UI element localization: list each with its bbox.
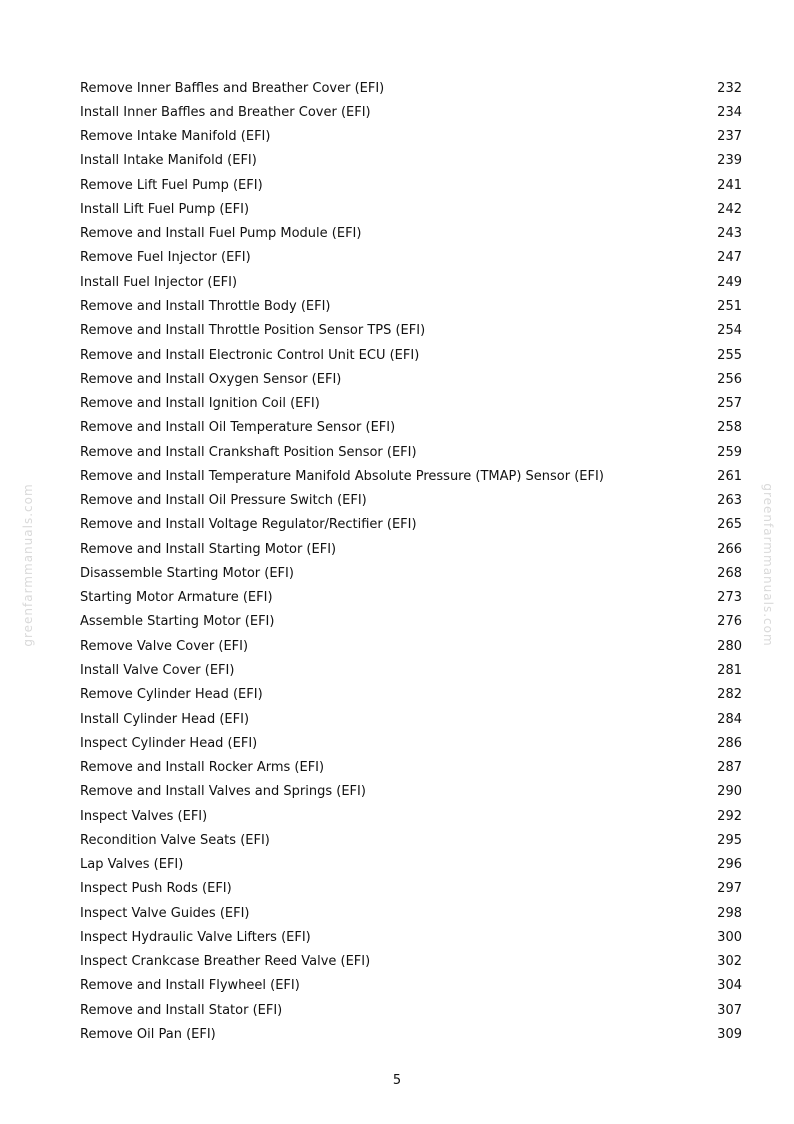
toc-entry-title: Recondition Valve Seats (EFI): [80, 832, 270, 848]
toc-entry-title: Remove and Install Crankshaft Position Sensor (EFI): [80, 444, 417, 460]
toc-entry-page: 254: [717, 323, 742, 339]
toc-entry-page: 255: [717, 347, 742, 363]
toc-entry[interactable]: [80, 950, 742, 974]
toc-entry-page: 266: [717, 541, 742, 557]
toc-entry-page: 268: [717, 565, 742, 581]
toc-entry[interactable]: [80, 634, 742, 658]
toc-entry-title: Assemble Starting Motor (EFI): [80, 614, 275, 630]
toc-entry[interactable]: [80, 464, 742, 488]
toc-entry-title: Inspect Crankcase Breather Reed Valve (EFI): [80, 954, 371, 970]
toc-entry[interactable]: [80, 149, 742, 173]
toc-entry-page: 234: [717, 104, 742, 120]
toc-entry-page: 251: [717, 299, 742, 315]
toc-entry[interactable]: [80, 877, 742, 901]
toc-entry-page: 265: [717, 517, 742, 533]
toc-entry-page: 302: [717, 954, 742, 970]
toc-entry[interactable]: [80, 343, 742, 367]
toc-entry[interactable]: [80, 780, 742, 804]
toc-entry-title: Remove Fuel Injector (EFI): [80, 250, 251, 266]
toc-entry-title: Disassemble Starting Motor (EFI): [80, 565, 294, 581]
toc-entry[interactable]: [80, 586, 742, 610]
toc-entry[interactable]: [80, 294, 742, 318]
page-number: 5: [392, 1073, 402, 1088]
toc-entry-title: Inspect Push Rods (EFI): [80, 881, 232, 897]
watermark-right: greenfarmmanuals.com: [761, 483, 775, 647]
toc-entry-page: 309: [717, 1026, 742, 1042]
toc-entry-title: Remove and Install Valves and Springs (EFI): [80, 784, 366, 800]
toc-entry-title: Remove and Install Oil Pressure Switch (EFI): [80, 493, 367, 509]
toc-entry[interactable]: [80, 125, 742, 149]
toc-entry[interactable]: [80, 246, 742, 270]
toc-entry-page: 273: [717, 590, 742, 606]
toc-entry-page: 276: [717, 614, 742, 630]
toc-entry-page: 280: [717, 638, 742, 654]
toc-entry-title: Remove and Install Throttle Position Sensor TPS (EFI): [80, 323, 426, 339]
toc-entry-title: Inspect Valves (EFI): [80, 808, 208, 824]
toc-entry-title: Remove and Install Stator (EFI): [80, 1002, 283, 1018]
toc-entry-page: 297: [717, 881, 742, 897]
toc-entry[interactable]: [80, 901, 742, 925]
toc-entry[interactable]: [80, 707, 742, 731]
toc-entry[interactable]: [80, 76, 742, 100]
toc-entry-page: 286: [717, 735, 742, 751]
toc-entry[interactable]: [80, 391, 742, 415]
toc-entry[interactable]: [80, 610, 742, 634]
toc-entry-page: 247: [717, 250, 742, 266]
toc-entry-title: Remove Intake Manifold (EFI): [80, 129, 271, 145]
toc-entry-title: Remove and Install Fuel Pump Module (EFI): [80, 226, 362, 242]
toc-entry-page: 232: [717, 80, 742, 96]
toc-entry-title: Inspect Valve Guides (EFI): [80, 905, 250, 921]
toc-entry[interactable]: [80, 683, 742, 707]
toc-entry-page: 256: [717, 371, 742, 387]
toc-entry-title: Remove Valve Cover (EFI): [80, 638, 249, 654]
toc-entry-page: 290: [717, 784, 742, 800]
toc-entry[interactable]: [80, 731, 742, 755]
toc-entry-title: Remove and Install Oxygen Sensor (EFI): [80, 371, 342, 387]
toc-entry[interactable]: [80, 537, 742, 561]
toc-entry[interactable]: [80, 1022, 742, 1046]
toc-entry[interactable]: [80, 513, 742, 537]
toc-entry-title: Remove Lift Fuel Pump (EFI): [80, 177, 263, 193]
toc-entry-page: 292: [717, 808, 742, 824]
toc-entry[interactable]: [80, 658, 742, 682]
table-of-contents: [80, 76, 742, 1047]
toc-entry-page: 249: [717, 274, 742, 290]
toc-entry[interactable]: [80, 828, 742, 852]
toc-entry[interactable]: [80, 319, 742, 343]
toc-entry-page: 258: [717, 420, 742, 436]
toc-entry-page: 263: [717, 493, 742, 509]
toc-entry-title: Lap Valves (EFI): [80, 857, 184, 873]
toc-entry[interactable]: [80, 853, 742, 877]
toc-entry-title: Remove Cylinder Head (EFI): [80, 687, 263, 703]
toc-entry-title: Install Cylinder Head (EFI): [80, 711, 250, 727]
toc-entry[interactable]: [80, 974, 742, 998]
toc-entry-page: 281: [717, 663, 742, 678]
toc-entry[interactable]: [80, 222, 742, 246]
toc-entry-page: 287: [717, 760, 742, 776]
toc-entry-title: Remove and Install Flywheel (EFI): [80, 978, 300, 994]
toc-entry[interactable]: [80, 440, 742, 464]
toc-entry-page: 261: [717, 468, 742, 484]
toc-entry-title: Inspect Cylinder Head (EFI): [80, 735, 258, 751]
toc-entry-title: Remove Oil Pan (EFI): [80, 1026, 216, 1042]
toc-entry-title: Starting Motor Armature (EFI): [80, 590, 273, 606]
toc-entry-title: Install Fuel Injector (EFI): [80, 274, 238, 290]
toc-entry-page: 259: [717, 444, 742, 460]
toc-entry[interactable]: [80, 489, 742, 513]
toc-entry[interactable]: [80, 998, 742, 1022]
toc-entry-title: Remove Inner Baffles and Breather Cover (EFI): [80, 80, 385, 96]
toc-entry-page: 239: [717, 153, 742, 169]
toc-entry-page: 241: [717, 177, 742, 193]
toc-entry-title: Remove and Install Throttle Body (EFI): [80, 299, 331, 315]
toc-entry[interactable]: [80, 197, 742, 221]
toc-entry-title: Remove and Install Starting Motor (EFI): [80, 541, 337, 557]
toc-entry[interactable]: [80, 173, 742, 197]
toc-entry-title: Remove and Install Oil Temperature Sensor (EFI): [80, 420, 396, 436]
watermark-left: greenfarmmanuals.com: [21, 483, 35, 647]
toc-entry-title: Install Inner Baffles and Breather Cover (EFI): [80, 104, 371, 120]
toc-entry-page: 257: [717, 396, 742, 412]
toc-entry-title: Remove and Install Rocker Arms (EFI): [80, 760, 325, 776]
toc-entry-page: 296: [717, 857, 742, 873]
toc-entry-page: 242: [717, 201, 742, 217]
toc-entry-title: Install Intake Manifold (EFI): [80, 153, 257, 169]
toc-entry-page: 300: [717, 929, 742, 945]
toc-entry-page: 284: [717, 711, 742, 727]
toc-entry-title: Remove and Install Voltage Regulator/Rectifier (EFI): [80, 517, 417, 533]
toc-entry[interactable]: [80, 100, 742, 124]
toc-entry-page: 298: [717, 905, 742, 921]
toc-entry-title: Remove and Install Electronic Control Unit ECU (EFI): [80, 347, 420, 363]
toc-entry[interactable]: [80, 925, 742, 949]
toc-entry-title: Remove and Install Temperature Manifold Absolute Pressure (TMAP) Sensor (EFI): [80, 468, 604, 484]
toc-entry-title: Inspect Hydraulic Valve Lifters (EFI): [80, 929, 311, 945]
toc-entry-title: Install Lift Fuel Pump (EFI): [80, 201, 250, 217]
toc-entry-page: 304: [717, 978, 742, 994]
toc-entry-page: 243: [717, 226, 742, 242]
toc-entry-title: Install Valve Cover (EFI): [80, 663, 235, 678]
toc-entry[interactable]: [80, 561, 742, 585]
toc-entry[interactable]: [80, 270, 742, 294]
toc-entry-page: 307: [717, 1002, 742, 1018]
toc-entry[interactable]: [80, 755, 742, 779]
toc-entry[interactable]: [80, 416, 742, 440]
toc-entry-page: 282: [717, 687, 742, 703]
toc-entry[interactable]: [80, 367, 742, 391]
toc-entry-title: Remove and Install Ignition Coil (EFI): [80, 396, 320, 412]
toc-entry-page: 295: [717, 832, 742, 848]
toc-entry-page: 237: [717, 129, 742, 145]
toc-entry[interactable]: [80, 804, 742, 828]
